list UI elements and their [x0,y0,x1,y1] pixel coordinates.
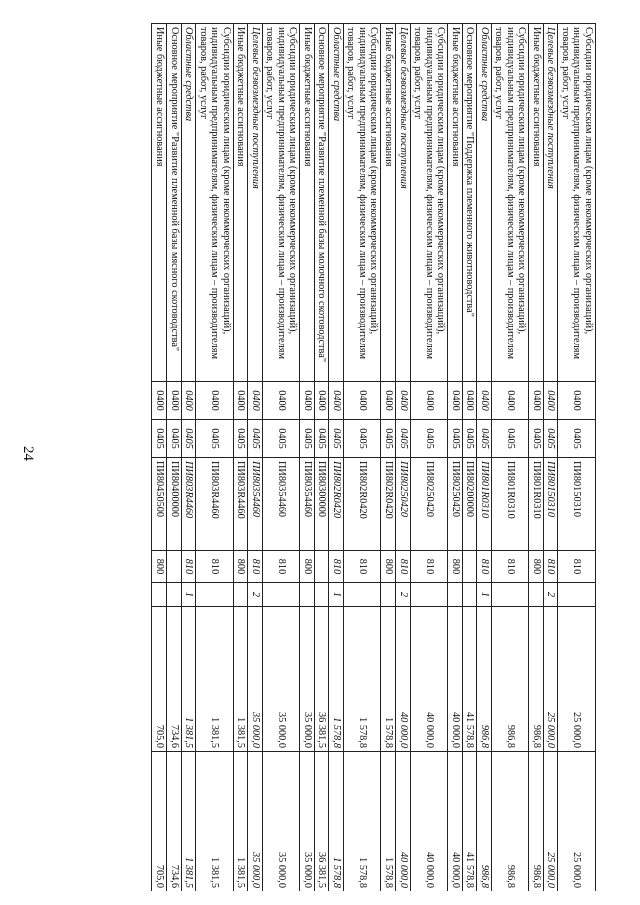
target-article-code: ПИ80450500 [152,458,167,551]
amount-year-2: 1 578,8 [343,752,381,892]
amount-year-1: 1 578,8 [329,607,344,752]
amount-year-2: 705,0 [152,752,167,892]
expense-type-code: 800 [300,551,315,583]
target-article-code: ПИ80300000 [314,458,329,551]
table-row [196,24,234,892]
subsection-code: 0405 [300,420,315,458]
target-article-code: ПИ80400000 [167,458,182,551]
amount-year-1: 40 000,0 [448,607,463,752]
subsection-code: 0405 [167,420,182,458]
section-code: 0400 [329,382,344,420]
section-code: 0400 [248,382,263,420]
target-article-code: ПИ80150310 [558,458,596,551]
target-article-code: ПИ803R4460 [196,458,234,551]
target-article-code: ПИ80354460 [300,458,315,551]
funding-source-code [343,583,381,607]
funding-source-code [448,583,463,607]
row-name: Областные средства [329,24,344,382]
expense-type-code [462,551,477,583]
amount-year-1: 35 000,0 [262,607,300,752]
table-row [477,24,492,892]
amount-year-1: 705,0 [152,607,167,752]
funding-source-code [262,583,300,607]
expense-type-code: 810 [329,551,344,583]
amount-year-1: 734,6 [167,607,182,752]
amount-year-1: 25 000,0 [543,607,558,752]
subsection-code: 0405 [314,420,329,458]
expense-type-code: 810 [248,551,263,583]
section-code: 0400 [396,382,411,420]
amount-year-2: 40 000,0 [410,752,448,892]
funding-source-code [196,583,234,607]
subsection-code: 0405 [381,420,396,458]
amount-year-1: 35 000,0 [300,607,315,752]
section-code: 0400 [477,382,492,420]
table-row [329,24,344,892]
table-row [529,24,544,892]
subsection-code: 0405 [543,420,558,458]
amount-year-2: 40 000,0 [396,752,411,892]
row-name: Иные бюджетные ассигнования [152,24,167,382]
target-article-code: ПИ80354460 [248,458,263,551]
table-row [381,24,396,892]
rotated-table-frame [68,23,596,891]
section-code: 0400 [233,382,248,420]
funding-source-code: 1 [181,583,196,607]
target-article-code: ПИ801R0310 [529,458,544,551]
table-row [410,24,448,892]
funding-source-code [491,583,529,607]
section-code: 0400 [543,382,558,420]
funding-source-code: 2 [396,583,411,607]
row-name: Целевые безвозмездные поступления [543,24,558,382]
budget-table [151,23,596,891]
target-article-code: ПИ801R0310 [477,458,492,551]
amount-year-2: 35 000,0 [262,752,300,892]
section-code: 0400 [343,382,381,420]
amount-year-2: 1 381,5 [233,752,248,892]
section-code: 0400 [181,382,196,420]
row-name: Субсидии юридическим лицам (кроме некоммерческих организаций), индивидуальным предпринимателям, физическим лицам – производителям товаров, работ, услуг [410,24,448,382]
subsection-code: 0405 [196,420,234,458]
row-name: Иные бюджетные ассигнования [381,24,396,382]
amount-year-1: 41 578,8 [462,607,477,752]
amount-year-2: 1 578,8 [329,752,344,892]
funding-source-code: 2 [543,583,558,607]
expense-type-code: 810 [410,551,448,583]
table-row [343,24,381,892]
page-number: 24 [20,446,36,461]
amount-year-2: 25 000,0 [543,752,558,892]
expense-type-code: 810 [262,551,300,583]
section-code: 0400 [491,382,529,420]
target-article-code: ПИ80150310 [543,458,558,551]
amount-year-1: 1 381,5 [233,607,248,752]
target-article-code: ПИ803R4460 [233,458,248,551]
funding-source-code: 2 [248,583,263,607]
row-name: Основное мероприятие "Развитие племенной базы молочного скотоводства" [314,24,329,382]
amount-year-2: 35 000,0 [300,752,315,892]
section-code: 0400 [448,382,463,420]
target-article-code: ПИ80250420 [410,458,448,551]
row-name: Иные бюджетные ассигнования [529,24,544,382]
subsection-code: 0405 [329,420,344,458]
funding-source-code [314,583,329,607]
row-name: Основное мероприятие "Развитие племенной базы мясного скотоводства" [167,24,182,382]
amount-year-2: 986,8 [491,752,529,892]
subsection-code: 0405 [491,420,529,458]
subsection-code: 0405 [448,420,463,458]
expense-type-code: 810 [477,551,492,583]
row-name: Иные бюджетные ассигнования [300,24,315,382]
section-code: 0400 [558,382,596,420]
row-name: Субсидии юридическим лицам (кроме некоммерческих организаций), индивидуальным предпринимателям, физическим лицам – производителям товаров, работ, услуг [558,24,596,382]
amount-year-2: 1 578,8 [381,752,396,892]
amount-year-1: 25 000,0 [558,607,596,752]
table-row [248,24,263,892]
expense-type-code: 810 [181,551,196,583]
subsection-code: 0405 [558,420,596,458]
expense-type-code: 800 [448,551,463,583]
subsection-code: 0405 [529,420,544,458]
amount-year-2: 986,8 [529,752,544,892]
section-code: 0400 [196,382,234,420]
table-row [300,24,315,892]
row-name: Областные средства [477,24,492,382]
row-name: Субсидии юридическим лицам (кроме некоммерческих организаций), индивидуальным предпринимателям, физическим лицам – производителям товаров, работ, услуг [343,24,381,382]
subsection-code: 0405 [396,420,411,458]
amount-year-1: 1 578,8 [381,607,396,752]
section-code: 0400 [410,382,448,420]
amount-year-1: 36 381,5 [314,607,329,752]
target-article-code: ПИ80250420 [396,458,411,551]
table-row [558,24,596,892]
table-row [314,24,329,892]
expense-type-code: 800 [152,551,167,583]
amount-year-2: 25 000,0 [558,752,596,892]
section-code: 0400 [152,382,167,420]
expense-type-code: 810 [396,551,411,583]
expense-type-code: 800 [381,551,396,583]
table-row [181,24,196,892]
table-row [448,24,463,892]
funding-source-code: 1 [477,583,492,607]
expense-type-code [314,551,329,583]
expense-type-code: 810 [343,551,381,583]
subsection-code: 0405 [152,420,167,458]
table-row [396,24,411,892]
row-name: Субсидии юридическим лицам (кроме некоммерческих организаций), индивидуальным предпринимателям, физическим лицам – производителям товаров, работ, услуг [196,24,234,382]
table-row [167,24,182,892]
row-name: Иные бюджетные ассигнования [233,24,248,382]
target-article-code: ПИ80250420 [448,458,463,551]
amount-year-2: 40 000,0 [448,752,463,892]
amount-year-2: 1 381,5 [181,752,196,892]
expense-type-code: 800 [233,551,248,583]
section-code: 0400 [529,382,544,420]
table-row [462,24,477,892]
expense-type-code: 810 [196,551,234,583]
amount-year-2: 986,8 [477,752,492,892]
amount-year-1: 986,8 [491,607,529,752]
amount-year-2: 734,6 [167,752,182,892]
funding-source-code [410,583,448,607]
funding-source-code [152,583,167,607]
subsection-code: 0405 [477,420,492,458]
target-article-code: ПИ802R0420 [329,458,344,551]
expense-type-code [167,551,182,583]
row-name: Субсидии юридическим лицам (кроме некоммерческих организаций), индивидуальным предпринимателям, физическим лицам – производителям товаров, работ, услуг [491,24,529,382]
amount-year-1: 35 000,0 [248,607,263,752]
amount-year-1: 986,8 [529,607,544,752]
section-code: 0400 [300,382,315,420]
funding-source-code [529,583,544,607]
table-row [262,24,300,892]
amount-year-1: 40 000,0 [396,607,411,752]
funding-source-code: 1 [329,583,344,607]
subsection-code: 0405 [262,420,300,458]
target-article-code: ПИ80200000 [462,458,477,551]
amount-year-1: 1 578,8 [343,607,381,752]
funding-source-code [300,583,315,607]
funding-source-code [381,583,396,607]
amount-year-1: 986,8 [477,607,492,752]
expense-type-code: 810 [558,551,596,583]
target-article-code: ПИ801R0310 [491,458,529,551]
row-name: Областные средства [181,24,196,382]
table-row [543,24,558,892]
section-code: 0400 [262,382,300,420]
section-code: 0400 [462,382,477,420]
amount-year-1: 40 000,0 [410,607,448,752]
amount-year-2: 41 578,8 [462,752,477,892]
table-row [152,24,167,892]
table-row [233,24,248,892]
expense-type-code: 810 [543,551,558,583]
subsection-code: 0405 [248,420,263,458]
subsection-code: 0405 [233,420,248,458]
amount-year-1: 1 381,5 [196,607,234,752]
row-name: Целевые безвозмездные поступления [396,24,411,382]
subsection-code: 0405 [462,420,477,458]
expense-type-code: 800 [529,551,544,583]
row-name: Основное мероприятие "Поддержка племенного животноводства" [462,24,477,382]
amount-year-2: 36 381,5 [314,752,329,892]
amount-year-2: 35 000,0 [248,752,263,892]
target-article-code: ПИ802R0420 [381,458,396,551]
funding-source-code [233,583,248,607]
subsection-code: 0405 [410,420,448,458]
amount-year-1: 1 381,5 [181,607,196,752]
target-article-code: ПИ802R0420 [343,458,381,551]
row-name: Субсидии юридическим лицам (кроме некоммерческих организаций), индивидуальным предпринимателям, физическим лицам – производителям товаров, работ, услуг [262,24,300,382]
section-code: 0400 [167,382,182,420]
row-name: Целевые безвозмездные поступления [248,24,263,382]
funding-source-code [462,583,477,607]
expense-type-code: 810 [491,551,529,583]
target-article-code: ПИ80354460 [262,458,300,551]
amount-year-2: 1 381,5 [196,752,234,892]
section-code: 0400 [314,382,329,420]
target-article-code: ПИ803R4460 [181,458,196,551]
subsection-code: 0405 [343,420,381,458]
subsection-code: 0405 [181,420,196,458]
table-row [491,24,529,892]
row-name: Иные бюджетные ассигнования [448,24,463,382]
funding-source-code [558,583,596,607]
funding-source-code [167,583,182,607]
section-code: 0400 [381,382,396,420]
